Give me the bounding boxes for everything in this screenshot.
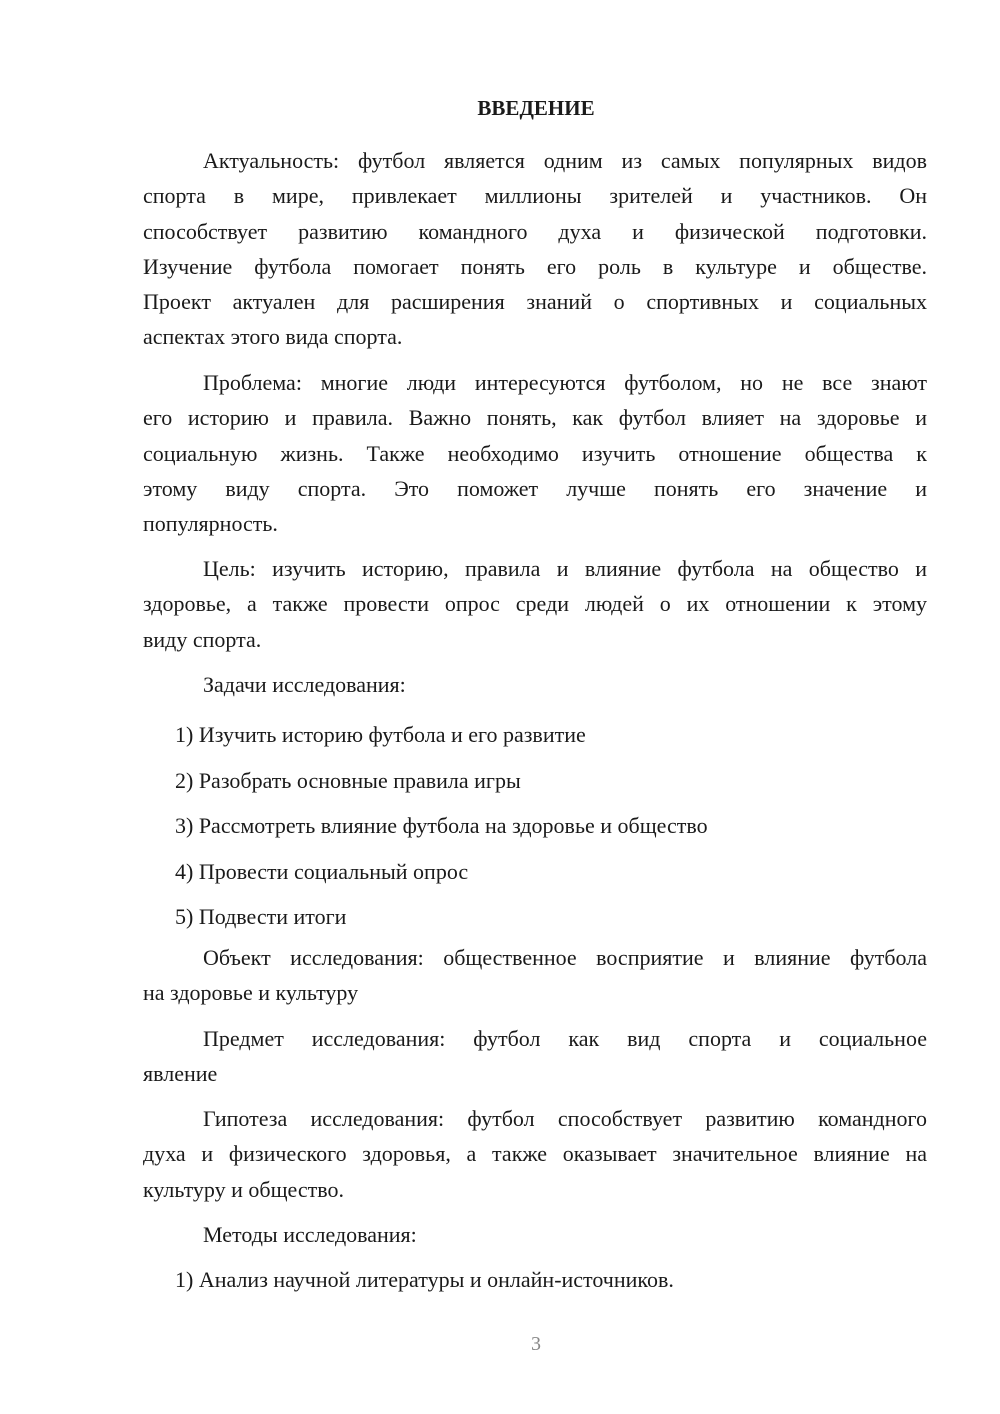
text-line: популярность. xyxy=(143,511,278,537)
text-line: Гипотеза исследования: футбол способствует развитию командного xyxy=(203,1106,927,1131)
text-line: спорта в мире, привлекает миллионы зрителей и участников. Он xyxy=(143,183,927,209)
list-item: 1) Анализ научной литературы и онлайн-источников. xyxy=(175,1267,674,1292)
text-line: Цель: изучить историю, правила и влияние футбола на общество и xyxy=(203,556,927,581)
text-line: его историю и правила. Важно понять, как футбол влияет на здоровье и xyxy=(143,405,927,431)
numbered-list xyxy=(175,712,935,940)
list-item: 2) Разобрать основные правила игры xyxy=(175,767,521,793)
paragraph xyxy=(143,551,927,657)
paragraph xyxy=(143,1101,927,1207)
list-item: 3) Рассмотреть влияние футбола на здоровье и общество xyxy=(175,813,708,838)
text-line: Предмет исследования: футбол как вид спорта и социальное xyxy=(203,1026,927,1051)
text-line: духа и физического здоровья, а также оказывает значительное влияние на xyxy=(143,1141,927,1167)
text-line: социальную жизнь. Также необходимо изучить отношение общества к xyxy=(143,440,927,466)
text-line: на здоровье и культуру xyxy=(143,980,359,1006)
text-line: этому виду спорта. Это поможет лучше понять его значение и xyxy=(143,475,927,501)
paragraph xyxy=(143,667,927,702)
text-line: Задачи исследования: xyxy=(203,672,406,697)
numbered-list xyxy=(175,1262,935,1297)
text-line: способствует развитию командного духа и физической подготовки. xyxy=(143,218,927,244)
page-number: 3 xyxy=(531,1333,541,1355)
list-item: 4) Провести социальный опрос xyxy=(175,858,469,884)
paragraph xyxy=(143,940,927,1011)
text-line: виду спорта. xyxy=(143,626,262,652)
text-line: Изучение футбола помогает понять его роль в культуре и обществе. xyxy=(143,253,927,279)
text-line: явление xyxy=(143,1061,218,1087)
text-line: культуру и общество. xyxy=(143,1176,344,1202)
text-line: Проблема: многие люди интересуются футболом, но не все знают xyxy=(203,370,927,395)
paragraph xyxy=(143,1021,927,1092)
text-line: Проект актуален для расширения знаний о спортивных и социальных xyxy=(143,289,927,315)
paragraph xyxy=(143,1217,927,1252)
paragraph xyxy=(143,365,927,541)
text-line: здоровье, а также провести опрос среди людей о их отношении к этому xyxy=(143,591,927,617)
text-line: Методы исследования: xyxy=(203,1222,417,1247)
text-line: Объект исследования: общественное восприятие и влияние футбола xyxy=(203,945,927,970)
list-item: 5) Подвести итоги xyxy=(175,904,347,929)
text-line: Актуальность: футбол является одним из самых популярных видов xyxy=(203,148,927,173)
page-title: ВВЕДЕНИЕ xyxy=(477,96,595,120)
paragraph xyxy=(143,143,927,355)
list-item: 1) Изучить историю футбола и его развитие xyxy=(175,722,586,747)
text-line: аспектах этого вида спорта. xyxy=(143,324,403,350)
